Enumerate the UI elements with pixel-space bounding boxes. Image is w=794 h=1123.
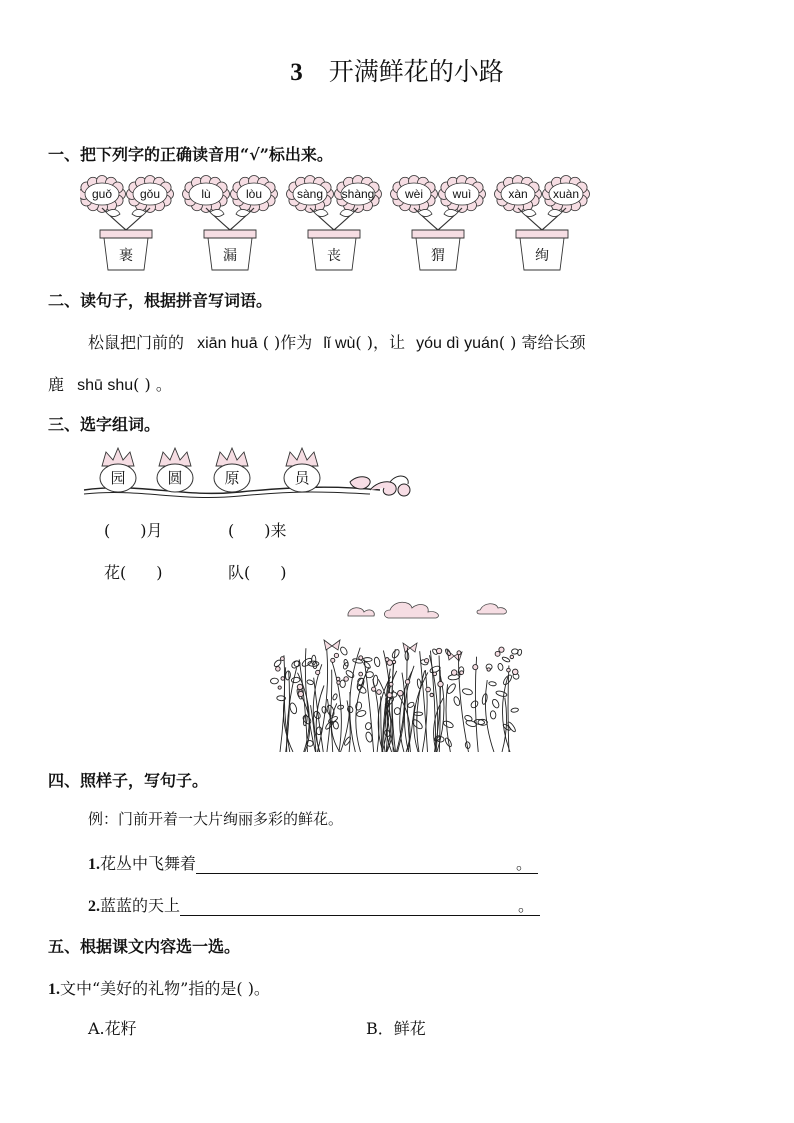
fill-suffix: ) [280, 563, 287, 582]
pinyin-option[interactable]: lù [201, 187, 211, 201]
option-b[interactable]: B．鲜花 [366, 1019, 426, 1038]
pinyin-youdiyuan: yóu dì yuán [416, 335, 499, 352]
question-4-1 [88, 851, 538, 874]
bud-character: 员 [294, 469, 310, 487]
question-number: 1. [48, 981, 60, 998]
fill-prefix: 花( [104, 563, 127, 582]
bud-character: 园 [110, 469, 126, 487]
flower-pots-illustration [80, 172, 610, 274]
question-text: 文中“美好的礼物”指的是( )。 [60, 979, 270, 998]
character-bud[interactable] [157, 448, 193, 492]
question-4-2 [88, 893, 540, 916]
question-5-1 [48, 976, 270, 999]
character-bud[interactable] [284, 448, 320, 492]
answer-blank[interactable]: ( ) [262, 333, 281, 352]
pinyin-xianhua: xiān huā [197, 335, 258, 352]
pinyin-option[interactable]: gǒu [139, 187, 161, 201]
sentence-text: 松鼠把门前的 [88, 333, 185, 352]
fill-item-4[interactable] [228, 560, 287, 583]
example-sentence: 例：门前开着一大片绚丽多彩的鲜花。 [88, 810, 344, 828]
fill-item-2[interactable] [228, 518, 287, 541]
flower-pot-group [391, 176, 486, 271]
pinyin-option[interactable]: xuàn [552, 187, 580, 201]
answer-line[interactable] [180, 898, 518, 916]
answer-blank[interactable]: ( ) [133, 375, 151, 394]
question-number: 2. [88, 898, 100, 915]
section3-heading: 三、选字组词。 [48, 415, 161, 434]
sentence-text: 。 [155, 375, 172, 394]
section1-heading: 一、把下列字的正确读音用“√”标出来。 [48, 145, 333, 164]
bud-character: 圆 [167, 469, 183, 487]
sentence-line-2 [48, 372, 172, 395]
fill-prefix: ( [228, 521, 235, 540]
section5-heading: 五、根据课文内容选一选。 [48, 937, 241, 956]
answer-line[interactable] [196, 856, 516, 874]
pot-character: 漏 [223, 248, 237, 264]
section4-heading: 四、照样子，写句子。 [48, 771, 209, 790]
lesson-number: 3 [290, 59, 303, 86]
answer-blank[interactable]: ( ) [355, 333, 373, 352]
pinyin-option[interactable]: sàng [296, 187, 324, 201]
pinyin-option[interactable]: wèi [404, 187, 424, 201]
pinyin-option[interactable]: xàn [508, 187, 528, 201]
question-number: 1. [88, 856, 100, 873]
fill-suffix: )来 [264, 521, 287, 540]
page-title [0, 52, 794, 88]
flower-field-illustration [270, 596, 524, 752]
pinyin-shushu: shū shu [77, 377, 134, 394]
question-text: 花丛中飞舞着 [100, 854, 197, 873]
flower-pot-group [183, 176, 278, 271]
answer-blank[interactable]: ( ) [498, 333, 517, 352]
fill-suffix: ) [156, 563, 163, 582]
lesson-title: 开满鲜花的小路 [328, 57, 504, 86]
flower-pot-group [495, 176, 590, 271]
pinyin-option[interactable]: shàng [341, 187, 375, 201]
pot-character: 绚 [535, 248, 549, 264]
character-bud[interactable] [100, 448, 136, 492]
flower-vine-illustration [80, 442, 420, 504]
pinyin-option[interactable]: lòu [245, 187, 263, 201]
pinyin-option[interactable]: guǒ [91, 187, 113, 201]
fill-suffix: )月 [140, 521, 163, 540]
sentence-text: 鹿 [48, 375, 65, 394]
character-bud[interactable] [214, 448, 250, 492]
fill-item-3[interactable] [104, 560, 163, 583]
period: 。 [516, 854, 538, 874]
fill-prefix: 队( [228, 563, 251, 582]
sentence-text: 作为 [280, 333, 313, 352]
pot-character: 猬 [431, 248, 445, 264]
pot-character: 裹 [119, 248, 133, 264]
section2-heading: 二、读句子，根据拼音写词语。 [48, 291, 273, 310]
fill-prefix: ( [104, 521, 111, 540]
flower-pot-group [80, 176, 174, 271]
sentence-line-1 [88, 330, 586, 353]
period: 。 [518, 896, 540, 916]
option-a[interactable]: A.花籽 [88, 1019, 137, 1038]
pinyin-option[interactable]: wuì [452, 187, 472, 201]
flower-pot-group [287, 176, 382, 271]
sentence-text: ，让 [372, 333, 405, 352]
pot-character: 丧 [327, 248, 341, 264]
pinyin-liwu: lǐ wù [323, 335, 356, 352]
question-text: 蓝蓝的天上 [100, 896, 181, 915]
fill-item-1[interactable] [104, 518, 163, 541]
bud-character: 原 [224, 469, 240, 487]
sentence-text: 寄给长颈 [521, 333, 586, 352]
